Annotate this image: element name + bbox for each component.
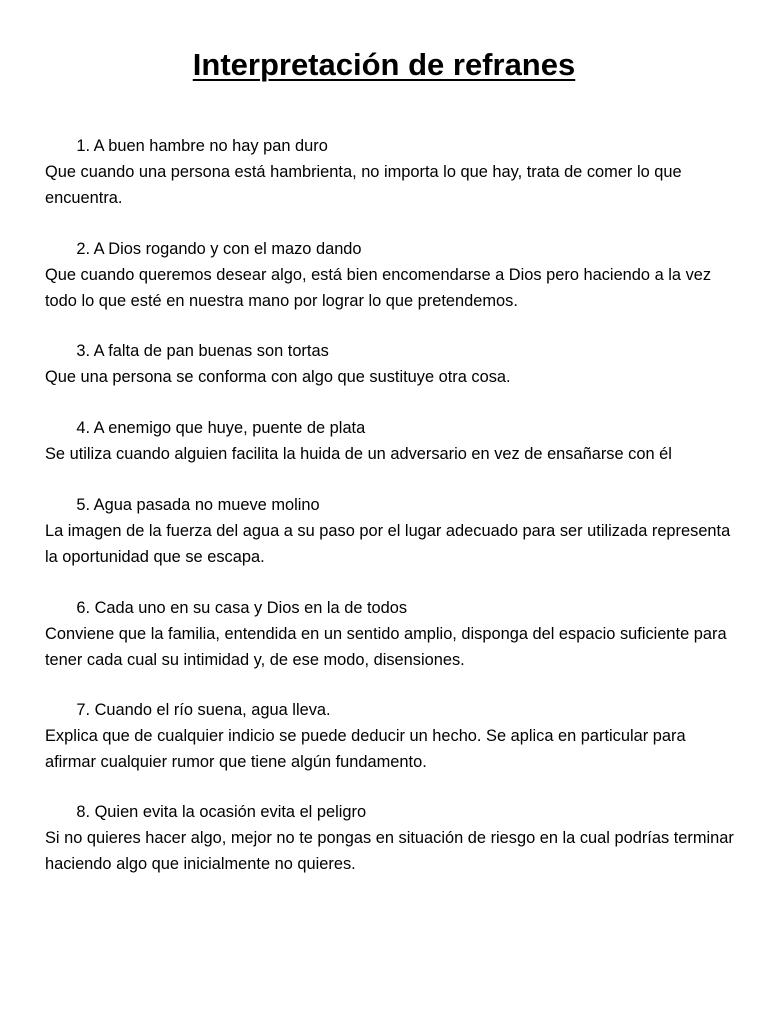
item-number: 5. [76,496,90,514]
saying-text: A Dios rogando y con el mazo dando [93,240,362,258]
meaning-text: La imagen de la fuerza del agua a su paso por el lugar adecuado para ser utilizada representa la oportunidad que se escapa. [45,522,731,566]
list-item [45,595,735,673]
meaning-text: Que cuando una persona está hambrienta, no importa lo que hay, trata de comer lo que encuentra. [45,163,682,207]
meaning-text: Que una persona se conforma con algo que sustituye otra cosa. [45,368,511,386]
list-item [45,492,735,570]
list-item [45,338,735,390]
saying-text: A falta de pan buenas son tortas [93,342,329,360]
saying-text: Cada uno en su casa y Dios en la de todos [94,599,408,617]
meaning-text: Si no quieres hacer algo, mejor no te pongas en situación de riesgo en la cual podrías terminar haciendo algo que inicialmente no quieres. [45,829,734,873]
saying-line [45,236,735,262]
saying-line [45,133,735,159]
item-number: 6. [76,599,90,617]
saying-text: Cuando el río suena, agua lleva. [94,701,331,719]
saying-text: Agua pasada no mueve molino [93,496,320,514]
list-item [45,799,735,877]
sayings-list [45,133,735,903]
saying-line [45,338,735,364]
saying-line [45,697,735,723]
saying-line [45,799,735,825]
meaning-text: Explica que de cualquier indicio se puede deducir un hecho. Se aplica en particular para afirmar cualquier rumor que tiene algún fundamento. [45,727,686,771]
meaning-text: Conviene que la familia, entendida en un sentido amplio, disponga del espacio suficiente para tener cada cual su intimidad y, de ese modo, disensiones. [45,625,727,669]
saying-text: A buen hambre no hay pan duro [93,137,328,155]
item-number: 1. [76,137,90,155]
item-number: 3. [76,342,90,360]
item-number: 2. [76,240,90,258]
item-number: 4. [76,419,90,437]
list-item [45,415,735,467]
item-number: 8. [76,803,90,821]
meaning-text: Que cuando queremos desear algo, está bien encomendarse a Dios pero haciendo a la vez todo lo que esté en nuestra mano por lograr lo que pretendemos. [45,266,712,310]
saying-text: Quien evita la ocasión evita el peligro [94,803,367,821]
list-item [45,236,735,314]
saying-line [45,492,735,518]
saying-line [45,415,735,441]
list-item [45,697,735,775]
saying-line [45,595,735,621]
saying-text: A enemigo que huye, puente de plata [93,419,366,437]
meaning-text: Se utiliza cuando alguien facilita la huida de un adversario en vez de ensañarse con él [45,445,672,463]
page-title: Interpretación de refranes [192,47,576,82]
list-item [45,133,735,211]
item-number: 7. [76,701,90,719]
